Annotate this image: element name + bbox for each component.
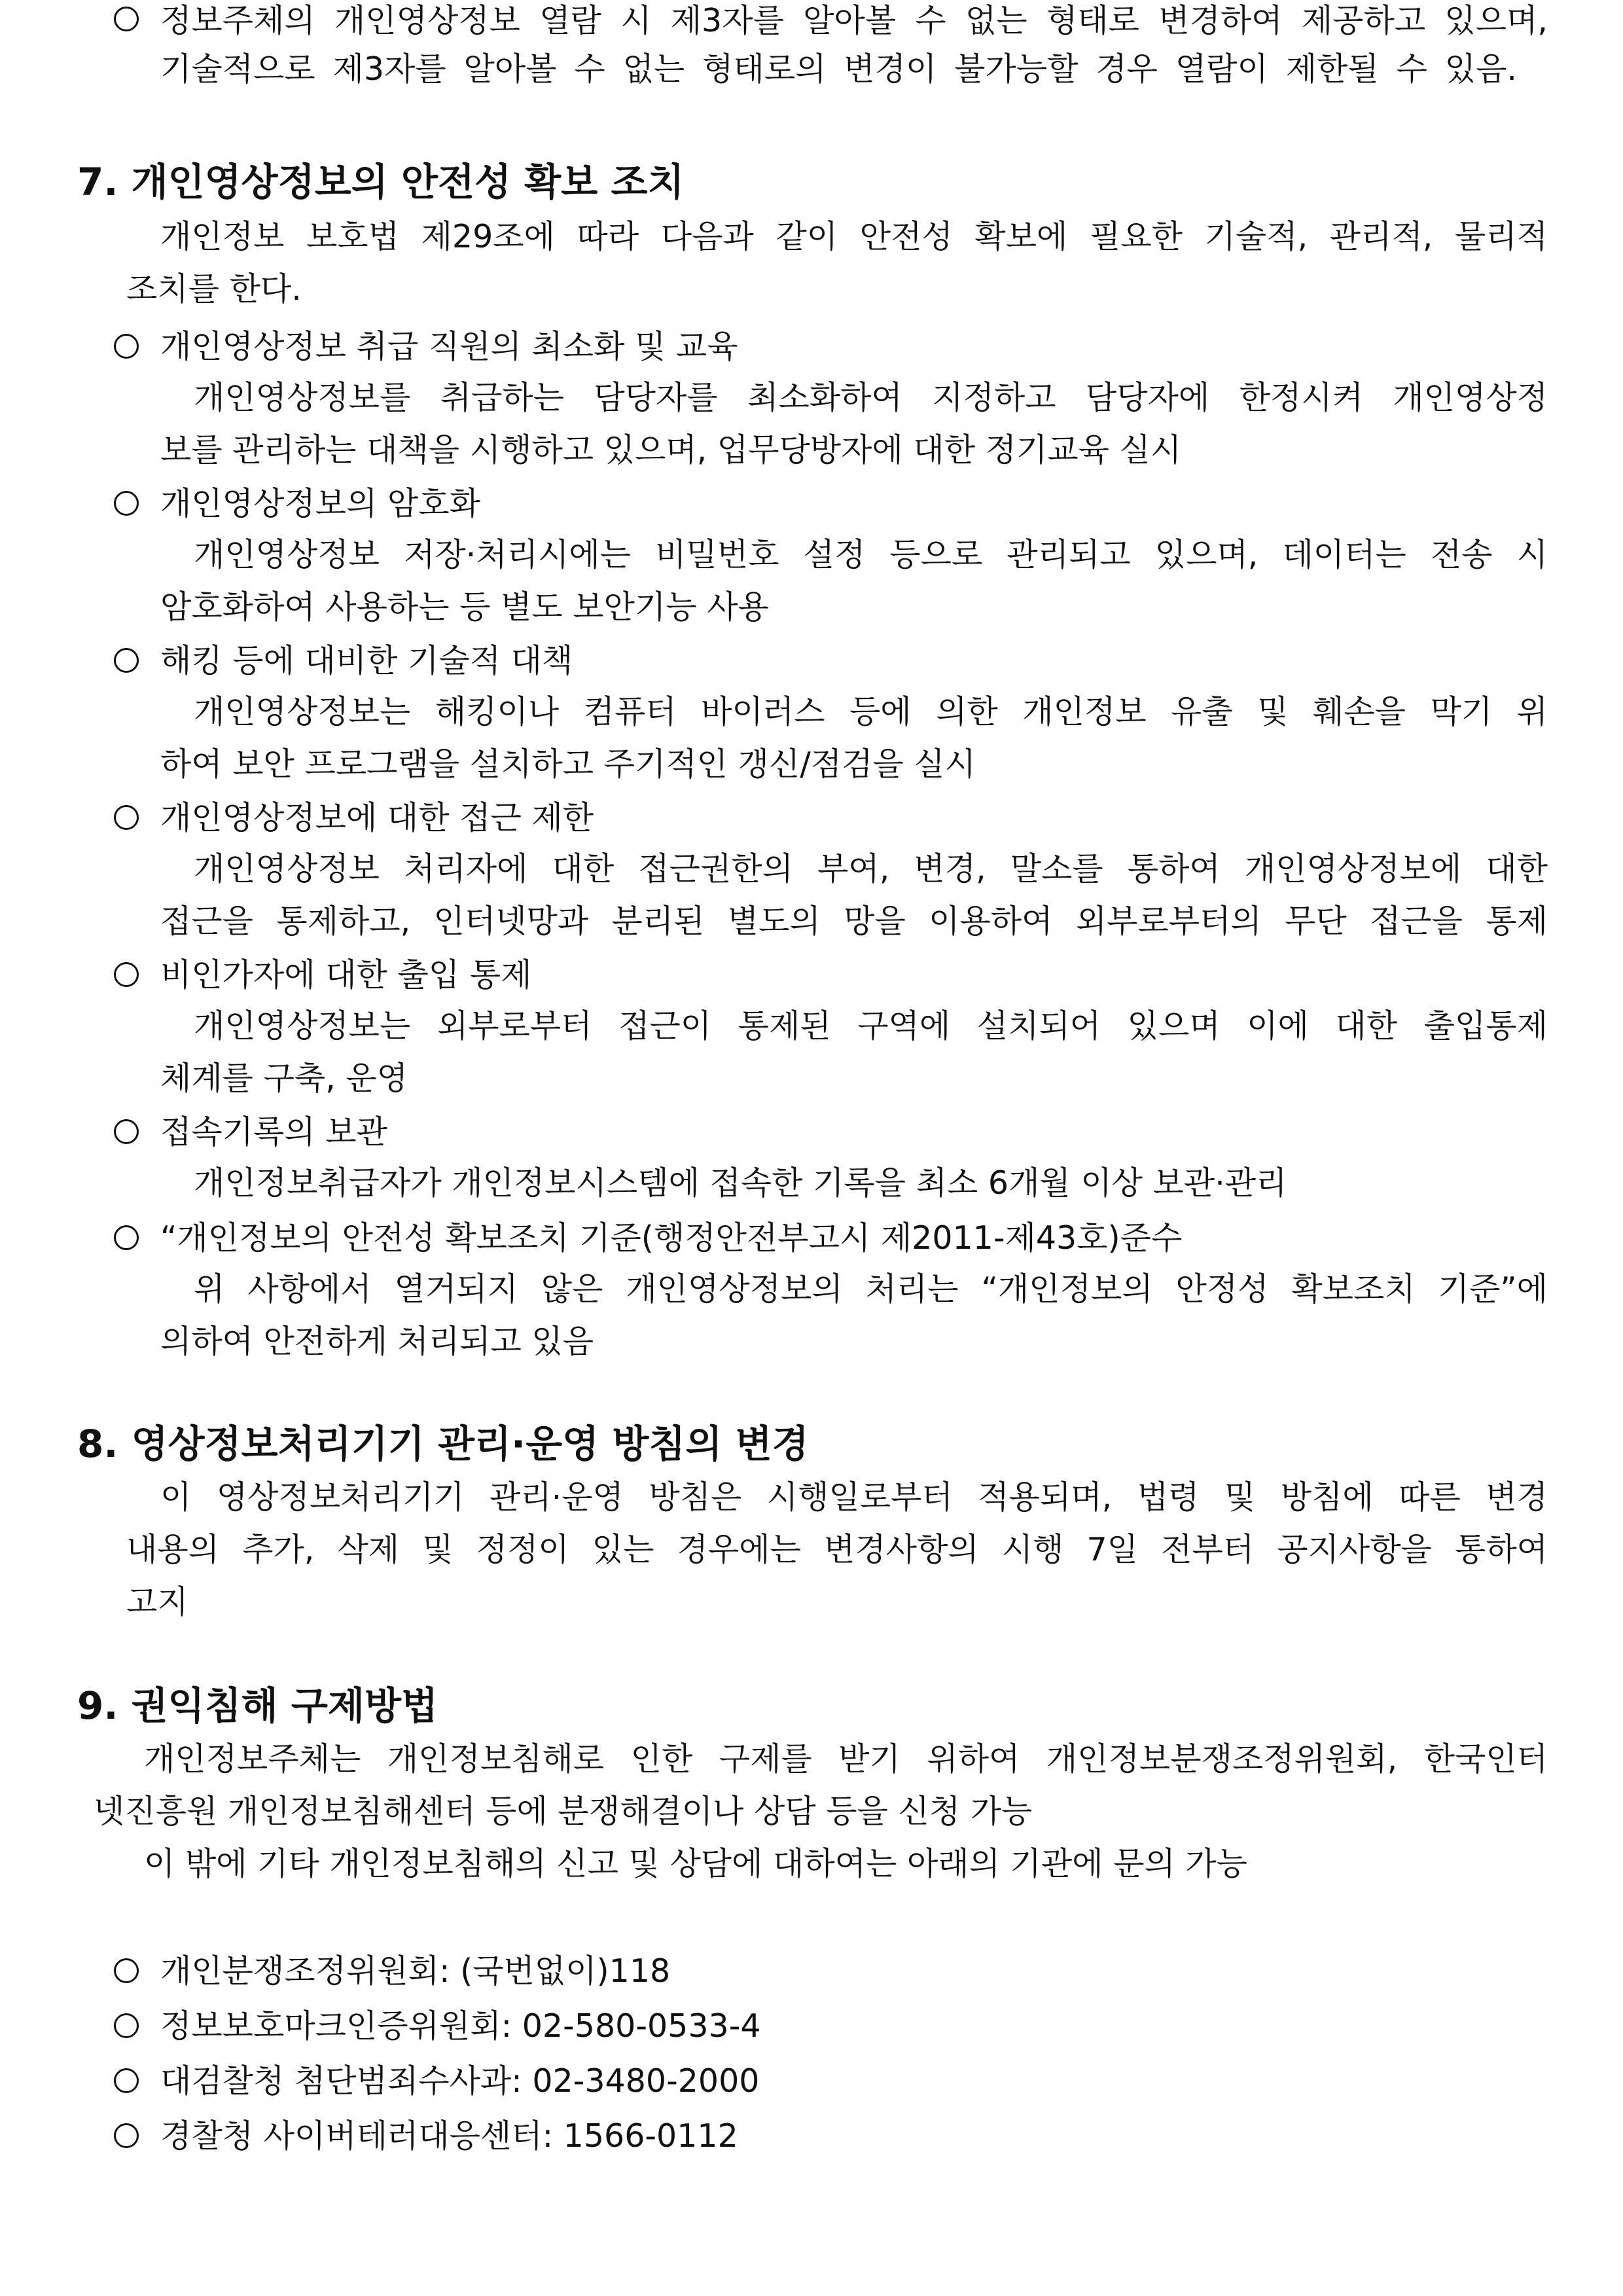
bullet-circle-icon — [114, 805, 139, 830]
section7-item-body-line: 보를 관리하는 대책을 시행하고 있으며, 업무당방자에 대한 정기교육 실시 — [160, 431, 1182, 469]
section7-intro-line: 개인정보 보호법 제29조에 따라 다음과 같이 안전성 확보에 필요한 기술적, 관리적, 물리적 — [160, 218, 1548, 255]
section7-item-body-line: 개인영상정보는 해킹이나 컴퓨터 바이러스 등에 의한 개인정보 유출 및 훼손을 막기 위 — [194, 693, 1548, 730]
section7-item-body-line: 하여 보안 프로그램을 설치하고 주기적인 갱신/점검을 실시 — [160, 745, 976, 783]
section7-item-body-line: 암호화하여 사용하는 등 별도 보안기능 사용 — [160, 588, 769, 626]
section7-item-title: “개인정보의 안전성 확보조치 기준(행정안전부고시 제2011-제43호)준수 — [160, 1219, 1183, 1257]
bullet-circle-icon — [114, 1225, 139, 1250]
section8-text-line: 고지 — [126, 1583, 188, 1621]
section9-text-line: 개인정보주체는 개인정보침해로 인한 구제를 받기 위하여 개인정보분쟁조정위원회, 한국인터 — [144, 1740, 1548, 1778]
section7-item-title: 접속기록의 보관 — [160, 1113, 387, 1151]
section6-text-line: 기술적으로 제3자를 알아볼 수 없는 형태로의 변경이 불가능할 경우 열람이 제한될 수 있음. — [160, 50, 1517, 88]
contact-item: 대검찰청 첨단범죄수사과: 02-3480-2000 — [160, 2062, 760, 2100]
section7-item-body-line: 개인영상정보 저장·처리시에는 비밀번호 설정 등으로 관리되고 있으며, 데이터는 전송 시 — [194, 536, 1548, 573]
section7-item-title: 개인영상정보의 암호화 — [160, 485, 480, 522]
section7-item-body-line: 체계를 구축, 운영 — [160, 1060, 408, 1097]
section9-heading: 9. 권익침해 구제방법 — [77, 1683, 438, 1728]
bullet-circle-icon — [114, 334, 139, 359]
bullet-circle-icon — [114, 2068, 139, 2093]
section6-text-line: 정보주체의 개인영상정보 열람 시 제3자를 알아볼 수 없는 형태로 변경하여 제공하고 있으며, — [160, 2, 1548, 39]
contact-item: 정보보호마크인증위원회: 02-580-0533-4 — [160, 2007, 761, 2045]
bullet-circle-icon — [114, 1119, 139, 1144]
section7-intro-line: 조치를 한다. — [126, 270, 302, 308]
section8-text-line: 이 영상정보처리기기 관리·운영 방침은 시행일로부터 적용되며, 법령 및 방침에 따른 변경 — [160, 1479, 1548, 1516]
section7-heading: 7. 개인영상정보의 안전성 확보 조치 — [77, 160, 685, 204]
section7-item-body-line: 개인정보취급자가 개인정보시스템에 접속한 기록을 최소 6개월 이상 보관·관리 — [194, 1164, 1287, 1202]
bullet-circle-icon — [114, 491, 139, 516]
section8-heading: 8. 영상정보처리기기 관리·운영 방침의 변경 — [77, 1422, 809, 1466]
section7-item-body-line: 접근을 통제하고, 인터넷망과 분리된 별도의 망을 이용하여 외부로부터의 무단 접근을 통제 — [160, 903, 1548, 940]
section7-item-body-line: 개인영상정보는 외부로부터 접근이 통제된 구역에 설치되어 있으며 이에 대한 출입통제 — [194, 1007, 1548, 1045]
section8-text-line: 내용의 추가, 삭제 및 정정이 있는 경우에는 변경사항의 시행 7일 전부터 공지사항을 통하여 — [126, 1531, 1548, 1568]
bullet-circle-icon — [114, 2123, 139, 2148]
section7-item-body-line: 위 사항에서 열거되지 않은 개인영상정보의 처리는 “개인정보의 안정성 확보조치 기준”에 — [194, 1270, 1548, 1308]
section7-item-title: 해킹 등에 대비한 기술적 대책 — [160, 642, 573, 679]
section7-item-body-line: 개인영상정보 처리자에 대한 접근권한의 부여, 변경, 말소를 통하여 개인영상정보에 대한 — [194, 850, 1548, 888]
bullet-circle-icon — [114, 2013, 139, 2038]
section9-text-line: 이 밖에 기타 개인정보침해의 신고 및 상담에 대하여는 아래의 기관에 문의 가능 — [144, 1845, 1248, 1882]
bullet-circle-icon — [114, 1958, 139, 1983]
bullet-circle-icon — [114, 7, 139, 31]
section7-item-title: 개인영상정보에 대한 접근 제한 — [160, 799, 594, 836]
section9-text-line: 넷진흥원 개인정보침해센터 등에 분쟁해결이나 상담 등을 신청 가능 — [94, 1793, 1033, 1830]
bullet-circle-icon — [114, 648, 139, 673]
bullet-circle-icon — [114, 962, 139, 987]
contact-item: 개인분쟁조정위원회: (국번없이)118 — [160, 1952, 671, 1990]
section7-item-body-line: 의하여 안전하게 처리되고 있음 — [160, 1323, 594, 1360]
section7-item-title: 비인가자에 대한 출입 통제 — [160, 956, 532, 994]
contact-item: 경찰청 사이버테러대응센터: 1566-0112 — [160, 2117, 738, 2155]
section7-item-title: 개인영상정보 취급 직원의 최소화 및 교육 — [160, 328, 738, 365]
section7-item-body-line: 개인영상정보를 취급하는 담당자를 최소화하여 지정하고 담당자에 한정시켜 개인영상정 — [194, 379, 1548, 416]
